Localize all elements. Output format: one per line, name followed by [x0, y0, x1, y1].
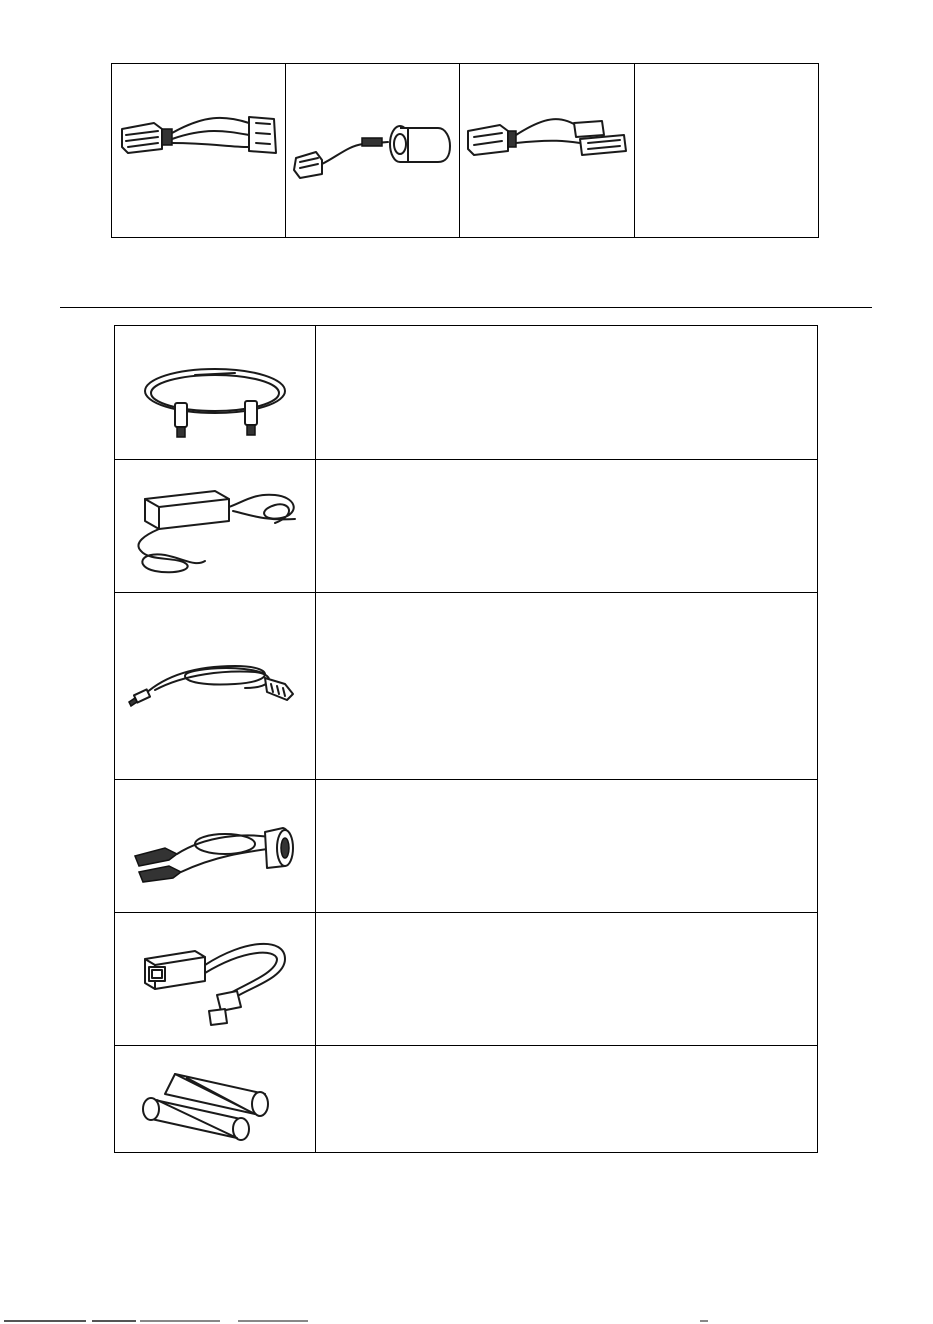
adapter-cell-1 [112, 64, 286, 237]
obd-split-adapter-icon [114, 109, 284, 169]
table-row [115, 780, 817, 913]
accessory-description [316, 1046, 817, 1152]
adapter-cell-2 [286, 64, 460, 237]
table-row [115, 593, 817, 780]
fuses-icon [135, 1054, 295, 1144]
accessory-description [316, 913, 817, 1045]
adapter-cell-4-empty [635, 64, 818, 237]
ac-dc-power-adapter-icon [125, 471, 305, 581]
footer-cut-off-text [0, 1318, 933, 1324]
accessories-table [114, 325, 818, 1153]
table-row [115, 460, 817, 593]
accessory-description [316, 780, 817, 912]
accessory-description [316, 593, 817, 779]
accessory-description [316, 460, 817, 592]
adapter-cell-3 [460, 64, 635, 237]
adapter-image-grid [111, 63, 819, 238]
obd-y-cable-icon [462, 109, 632, 169]
cigarette-lighter-cable-icon [125, 646, 305, 726]
table-row [115, 1046, 817, 1152]
table-row [115, 326, 817, 460]
main-cable-icon [135, 343, 295, 443]
table-row [115, 913, 817, 1046]
round-connector-adapter-icon [288, 116, 458, 196]
accessory-description [316, 326, 817, 459]
battery-clamp-cable-icon [125, 796, 305, 896]
section-divider [60, 307, 872, 308]
usb-lan-adapter-icon [125, 929, 305, 1029]
